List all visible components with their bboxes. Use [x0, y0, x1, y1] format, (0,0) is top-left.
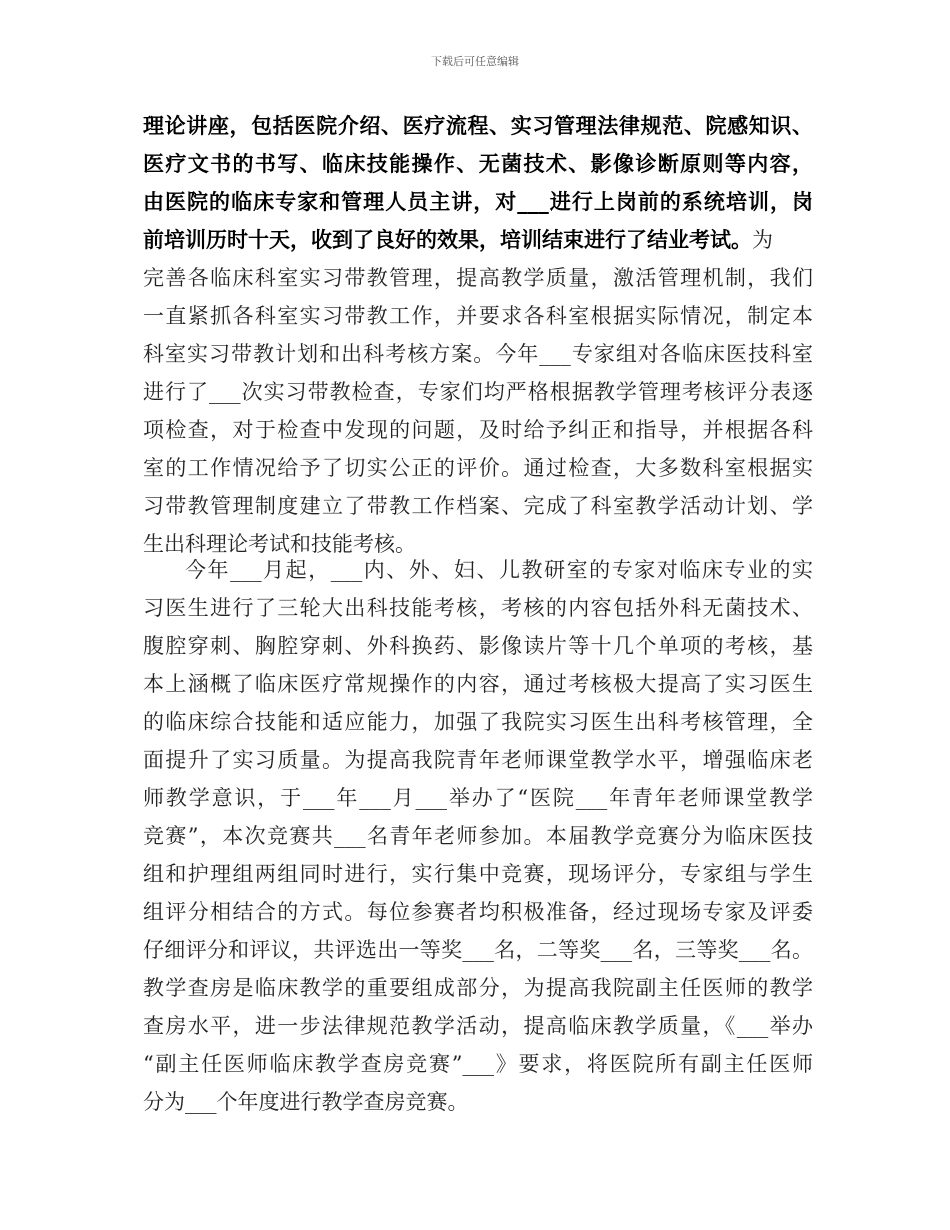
text-line: 面提升了实习质量。为提高我院青年老师课堂教学水平，增强临床老: [143, 748, 813, 772]
text-line: 本上涵概了临床医疗常规操作的内容，通过考核极大提高了实习医生: [143, 672, 813, 696]
text-line: 项检查，对于检查中发现的问题，及时给予纠正和指导，并根据各科: [143, 418, 813, 442]
text-line: 教学查房是临床教学的重要组成部分，为提高我院副主任医师的教学: [143, 976, 813, 1000]
text-line: 进行了___次实习带教检查，专家们均严格根据教学管理考核评分表逐: [143, 380, 813, 404]
text-line: 习带教管理制度建立了带教工作档案、完成了科室教学活动计划、学: [143, 494, 813, 518]
text-line: 完善各临床科室实习带教管理，提高教学质量，激活管理机制，我们: [143, 266, 813, 290]
text-line: 今年___月起，___内、外、妇、儿教研室的专家对临床专业的实: [185, 558, 813, 582]
text-line: 竞赛”，本次竞赛共___名青年老师参加。本届教学竞赛分为临床医技: [143, 824, 813, 848]
text-line: 由医院的临床专家和管理人员主讲，对___进行上岗前的系统培训，岗: [143, 189, 813, 214]
text-segment: 为: [752, 228, 773, 252]
text-line: 医疗文书的书写、临床技能操作、无菌技术、影像诊断原则等内容，: [143, 151, 813, 176]
text-line: “副主任医师临床教学查房竞赛”___》要求，将医院所有副主任医师: [143, 1052, 813, 1076]
page-header: 下载后可任意编辑: [431, 55, 519, 68]
text-line: 查房水平，进一步法律规范教学活动，提高临床教学质量，《___举办: [143, 1014, 813, 1038]
text-line: 腹腔穿刺、胸腔穿刺、外科换药、影像读片等十几个单项的考核，基: [143, 634, 813, 658]
text-line: 的临床综合技能和适应能力，加强了我院实习医生出科考核管理，全: [143, 710, 813, 734]
text-line: 科室实习带教计划和出科考核方案。今年___专家组对各临床医技科室: [143, 342, 813, 366]
text-line: 组评分相结合的方式。每位参赛者均积极准备，经过现场专家及评委: [143, 900, 813, 924]
text-line: 室的工作情况给予了切实公正的评价。通过检查，大多数科室根据实: [143, 456, 813, 480]
text-line: 分为___个年度进行教学查房竞赛。: [143, 1090, 469, 1114]
text-line: 习医生进行了三轮大出科技能考核，考核的内容包括外科无菌技术、: [143, 596, 813, 620]
text-line: 仔细评分和评议，共评选出一等奖___名，二等奖___名，三等奖___名。: [143, 938, 813, 962]
text-line: 师教学意识，于___年___月___举办了“医院___年青年老师课堂教学: [143, 786, 813, 810]
text-line: 组和护理组两组同时进行，实行集中竞赛，现场评分，专家组与学生: [143, 862, 813, 886]
text-line: 理论讲座，包括医院介绍、医疗流程、实习管理法律规范、院感知识、: [143, 113, 813, 138]
text-segment-bold: 前培训历时十天，收到了良好的效果，培训结束进行了结业考试。: [143, 227, 752, 252]
text-line: 一直紧抓各科室实习带教工作，并要求各科室根据实际情况，制定本: [143, 304, 813, 328]
text-line: [143, 222, 813, 258]
text-line: 生出科理论考试和技能考核。: [143, 532, 416, 556]
